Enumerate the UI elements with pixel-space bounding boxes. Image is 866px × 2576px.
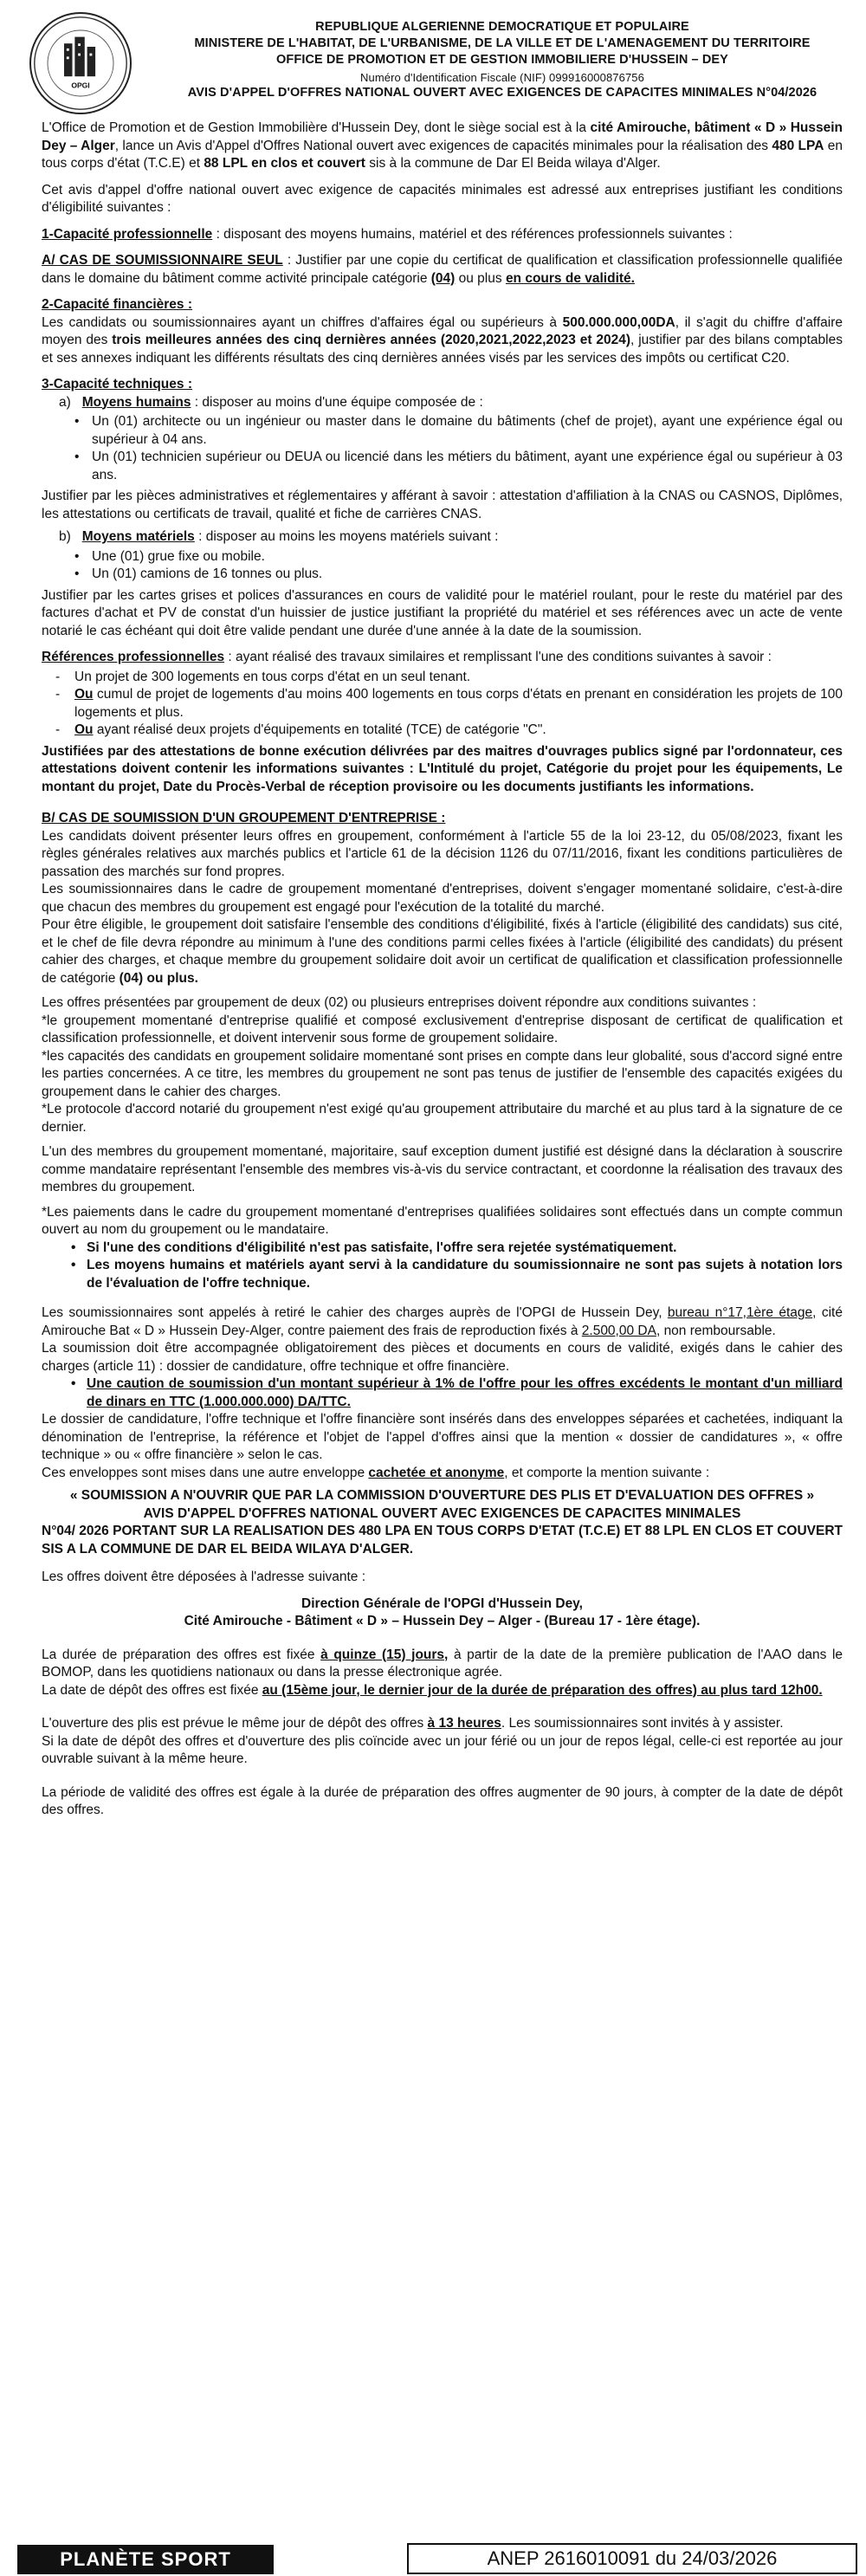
deposit-intro: Les offres doivent être déposées à l'adresse suivante : [42,1570,366,1584]
footer [0,2541,866,2576]
group-paragraph: Pour être éligible, le groupement doit satisfaire l'ensemble des conditions d'éligibilité, fixés à l'article (éligibilité des candidats) sus cité, et le chef de file devra répondre au minimum à l'une des conditions parmi celles fixées à l'article (éligibilité des candidats) du présent cahier des charges, et chaque membre du groupement solidaire doit avoir un certificat de qualification et classification professionnelle de catégorie (04) ou plus. [42,917,843,986]
notice-title: AVIS D'APPEL D'OFFRES NATIONAL OUVERT AVEC EXIGENCES DE CAPACITES MINIMALES N°04/2026 [187,86,818,100]
mention-line: N°04/ 2026 PORTANT SUR LA REALISATION DES 480 LPA EN TOUS CORPS D'ETAT (T.C.E) ET 88 LPL EN CLOS ET COUVERT SIS A LA COMMUNE DE DAR EL BEIDA WILAYA D'ALGER. [42,1524,843,1557]
group-paragraph: L'un des membres du groupement momentané, majoritaire, sauf exception dument justifié est désigné dans la déclaration à souscrire comme mandataire représentant l'ensemble des membres vis-à-vis du service contractant, et coordonne la réalisation des travaux des membres du groupement. [42,1144,843,1194]
header-office: OFFICE DE PROMOTION ET DE GESTION IMMOBILIERE D'HUSSEIN – DEY [276,53,728,67]
justify-human: Justifier par les pièces administratives et réglementaires y afférant à savoir : attestation d'affiliation à la CNAS ou CASNOS, Diplômes, les attestations ou certificats de travail, qualité et fiche de carrières CNAS. [42,489,843,521]
list-item: • Un (01) architecte ou un ingénieur ou master dans le domaine du bâtiments (chef de projet), ayant une expérience égal ou supérieur à 04 ans. [74,413,843,449]
material-list [42,548,843,584]
list-item: • Les moyens humains et matériels ayant servi à la candidature du soumissionnaire ne sont pas sujets à notation lors de l'évaluation de l'offre technique. [42,1257,843,1292]
section-financial-capacity: 2-Capacité financières : Les candidats ou soumissionnaires ayant un chiffres d'affaires égal ou supérieurs à 500.000.000,00DA, il s'agit du chiffre d'affaire moyen des trois meilleures années des cinq dernières années (2020,2021,2022,2023 et 2024), justifier par des bilans comptables et ses annexes indiquant les différents résultats des cinq dernières années visés par les services des impôts ou certificat C20. [42,297,843,366]
references-justification: Justifiées par des attestations de bonne exécution délivrées par des maitres d'ouvrages publics signé par l'ordonnateur, ces attestations doivent contenir les informations suivantes : L'Intitulé du projet, Catégorie du projet pour les équipements, Le montant du projet, Date du Procès-Verbal de réception provisoire ou les documents justifiants les informations. [42,743,843,794]
group-paragraph: Les offres présentées par groupement de deux (02) ou plusieurs entreprises doivent répondre aux conditions suivantes : [42,995,757,1010]
intro-eligibility: Cet avis d'appel d'offre national ouvert avec exigence de capacités minimales est adressé aux entreprises justifiant les conditions d'éligibilité suivantes : [42,182,843,215]
list-item: - Ou ayant réalisé deux projets d'équipements en totalité (TCE) de catégorie "C". [55,722,843,740]
opening-paragraph: L'ouverture des plis est prévue le même jour de dépôt des offres à 13 heures. Les soumissionnaires sont invités à y assister. [42,1716,784,1731]
mention-line: « SOUMISSION A N'OUVRIR QUE PAR LA COMMISSION D'OUVERTURE DES PLIS ET D'EVALUATION DES OFFRES » [69,1488,815,1503]
group-paragraph: Les soumissionnaires dans le cadre de groupement momentané d'entreprises, doivent s'engager momentané solidaire, c'est-à-dire que chacun des membres du groupement est engagé pour l'exécution de la totalité du marché. [42,882,843,915]
list-item: • Un (01) technicien supérieur ou DEUA ou licencié dans les métiers du bâtiment, ayant une expérience égal ou supérieur à 03 ans. [74,449,843,484]
header-nif: Numéro d'Identification Fiscale (NIF) 099916000876756 [360,71,644,84]
mention-line: AVIS D'APPEL D'OFFRES NATIONAL OUVERT AVEC EXIGENCES DE CAPACITES MINIMALES [143,1505,741,1521]
intro-paragraph: L'Office de Promotion et de Gestion Immobilière d'Hussein Dey, dont le siège social est à la cité Amirouche, bâtiment « D » Hussein Dey – Alger, lance un Avis d'Appel d'Offres National ouvert avec exigences de capacités minimales pour la réalisation des 480 LPA en tous corps d'état (T.C.E) et 88 LPL en clos et couvert sis à la commune de Dar El Beida wilaya d'Alger. [42,120,843,171]
list-item: • Si l'une des conditions d'éligibilité n'est pas satisfaite, l'offre sera rejetée systématiquement. [42,1239,843,1258]
list-item: • Un (01) camions de 16 tonnes ou plus. [74,566,843,584]
bid-bond-item: • Une caution de soumission d'un montant supérieur à 1% de l'offre pour les offres excédents le montant d'un milliard de dinars en TTC (1.000.000.000) DA/TTC. [42,1375,843,1411]
group-paragraph: *le groupement momentané d'entreprise qualifié et composé exclusivement d'entreprise disposant de certificat de qualification et classification professionnelle, et doivent intervenir sous forme de groupement solidaire. [42,1013,843,1045]
header-ministry: MINISTERE DE L'HABITAT, DE L'URBANISME, DE LA VILLE ET DE L'AMENAGEMENT DU TERRITOIRE [194,36,811,50]
anep-reference: ANEP 2616010091 du 24/03/2026 [407,2543,857,2574]
notice-body [42,120,843,1820]
human-resources-list [42,413,843,484]
section-withdrawal [42,1304,843,1482]
list-item: - Ou cumul de projet de logements d'au moins 400 logements en tous corps d'états en prenant en considération les projets de 100 logements et plus. [55,686,843,722]
section-professional-capacity: 1-Capacité professionnelle : disposant des moyens humains, matériel et des références professionnels suivantes : [42,226,733,242]
group-paragraph: Les candidats doivent présenter leurs offres en groupement, conformément à l'article 55 de la loi 23-12, du 05/08/2023, fixant les règles générales relatives aux marchés publics et l'article 61 de la décision 1126 du 07/11/2016, fixant les conditions particulières de passation des marchés sur fond propres. [42,828,843,879]
group-paragraph: *les capacités des candidats en groupement solidaire momentané sont prises en compte dans leur globalité, sous d'accord signé entre les parties concernées. A ce titre, les membres du groupement ne sont pas tenus de justifier de l'ensemble des capacités exigées du groupement dans le cahier des charges. [42,1048,843,1099]
withdrawal-paragraph: Ces enveloppes sont mises dans une autre enveloppe cachetée et anonyme, et comporte la mention suivante : [42,1465,710,1480]
validity-paragraph: La période de validité des offres est égale à la durée de préparation des offres augmenter de 90 jours, à compter de la date de dépôt des offres. [42,1784,843,1817]
group-paragraph: *Les paiements dans le cadre du groupement momentané d'entreprises qualifiées solidaires sont effectués dans un compte commun ouvert au nom du groupement ou le mandataire. [42,1204,843,1237]
deadline-paragraph: La durée de préparation des offres est fixée à quinze (15) jours, à partir de la date de la première publication de l'AAO dans le BOMOP, dans les quotidiens nationaux ou dans la presse électronique agrée. [42,1647,843,1680]
list-item: • Une (01) grue fixe ou mobile. [74,548,843,566]
withdrawal-paragraph: Les soumissionnaires sont appelés à retiré le cahier des charges auprès de l'OPGI de Hussein Dey, bureau n°17,1ère étage, cité Amirouche Bat « D » Hussein Dey-Alger, contre paiement des frais de reproduction fixés à 2.500,00 DA, non remboursable. [42,1305,843,1338]
opgi-logo [29,12,132,114]
section-group-submission: B/ CAS DE SOUMISSION D'UN GROUPEMENT D'ENTREPRISE : Les candidats doivent présenter leurs offres en groupement, conformément à l'article 55 de la loi 23-12, du 05/08/2023, fixant les règles générales relatives aux marchés publics et l'article 61 de la décision 1126 du 07/11/2016, fixant les conditions particulières de passation des marchés sur fond propres. Les soumissionnaires dans le cadre de groupement momentané d'entreprises, doivent s'engager momentané solidaire, c'est-à-dire que chacun des membres du groupement est engagé pour l'exécution de la totalité du marché. Pour être éligible, le groupement doit satisfaire l'ensemble des conditions d'éligibilité, fixés à l'article (éligibilité des candidats) sus cité, et le chef de file devra répondre au minimum à l'une des conditions parmi celles fixées à l'article (éligibilité des candidats) du présent cahier des charges, et chaque membre du groupement solidaire doit avoir un certificat de qualification et classification professionnelle de catégorie (04) ou plus. Les offres présentées par groupement de deux (02) ou plusieurs entreprises doivent répondre aux conditions suivantes : *le groupement momentané d'entreprise qualifié et composé exclusivement d'entreprise disposant de certificat de qualification et classification professionnelle, et doivent intervenir sous forme de groupement solidaire. *les capacités des candidats en groupement solidaire momentané sont prises en compte dans leur globalité, sous d'accord signé entre les parties concernées. A ce titre, les membres du groupement ne sont pas tenus de justifier de l'ensemble des capacités exigées du groupement dans le cahier des charges. *Le protocole d'accord notarié du groupement n'est exigé qu'au groupement attributaire du marché et au plus tard à la signature de ce dernier. L'un des membres du groupement momentané, majoritaire, sauf exception dument justifié est désigné dans la déclaration à souscrire comme mandataire représentant l'ensemble des membres vis-à-vis du service contractant, et coordonne la réalisation des travaux des membres du groupement. *Les paiements dans le cadre du groupement momentané d'entreprises qualifiées solidaires sont effectués dans un compte commun ouvert au nom du groupement ou le mandataire. • Si l'une des conditions d'éligibilité n'est pas satisfaite, l'offre sera rejetée systématiquement. • Les moyens humains et matériels ayant servi à la candidature du soumissionnaire ne sont pas sujets à notation lors de l'évaluation de l'offre technique. [42,810,843,1292]
section-technical-capacity: 3-Capacité techniques : a) Moyens humains : disposer au moins d'une équipe composée de : • Un (01) architecte ou un ingénieur ou master dans le domaine du bâtiments (chef de projet), ayant une expérience égal ou supérieur à 04 ans. • Un (01) technicien supérieur ou DEUA ou licencié dans les métiers du bâtiment, ayant une expérience égal ou supérieur à 03 ans. Justifier par les pièces administratives et réglementaires y afférant à savoir : attestation d'affiliation à la CNAS ou CASNOS, Diplômes, les attestations ou certificats de travail, qualité et fiche de carrières CNAS. b) Moyens matériels : disposer au moins les moyens matériels suivant : • Une (01) grue fixe ou mobile. • Un (01) camions de 16 tonnes ou plus. Justifier par les cartes grises et polices d'assurances en cours de validité pour le matériel roulant, pour le reste du matériel par des factures d'achat et PV de constat d'un huissier de justice justifiant la propriété du matériel et ses références avec un acte de vente notarié le cas échéant qui doit être valide pendant une durée d'une année à la date de la soumission. Références professionnelles : ayant réalisé des travaux similaires et remplissant l'une des conditions suivantes à savoir : - Un projet de 300 logements en tous corps d'état en un seul tenant. - Ou cumul de projet de logements d'au moins 400 logements en tous corps d'états en prenant en considération les projets de 100 logements et plus. - Ou ayant réalisé deux projets d'équipements en totalité (TCE) de catégorie "C". Justifiées par des attestations de bonne exécution délivrées par des maitres d'ouvrages publics signé par l'ordonnateur, ces attestations doivent contenir les informations suivantes : L'Intitulé du projet, Catégorie du projet pour les équipements, Le montant du projet, Date du Procès-Verbal de réception provisoire ou les documents justifiants les informations. [42,376,843,796]
list-item: - Un projet de 300 logements en tous corps d'état en un seul tenant. [55,669,843,687]
section-deposit [42,1569,843,1820]
references-list [42,669,843,740]
justify-material: Justifier par les cartes grises et polices d'assurances en cours de validité pour le matériel roulant, pour le reste du matériel par des factures d'achat et PV de constat d'un huissier de justice justifiant la propriété du matériel et ses références avec un acte de vente notarié le cas échéant qui doit être valide pendant une durée d'une année à la date de la soumission. [42,587,843,638]
deadline-paragraph: La date de dépôt des offres est fixée au (15ème jour, le dernier jour de la durée de préparation des offres) au plus tard 12h00. [42,1682,823,1698]
group-paragraph: *Le protocole d'accord notarié du groupement n'est exigé qu'au groupement attributaire du marché et au plus tard à la signature de ce dernier. [42,1102,843,1135]
deposit-address: Direction Générale de l'OPGI d'Hussein Dey, [301,1595,583,1611]
deposit-address: Cité Amirouche - Bâtiment « D » – Hussein Dey – Alger - (Bureau 17 - 1ère étage). [184,1614,701,1628]
envelope-mention [42,1487,843,1558]
withdrawal-paragraph: Le dossier de candidature, l'offre technique et l'offre financière sont insérés dans des enveloppes séparées et cachetées, indiquant la dénomination de l'entreprise, la référence et l'objet de l'appel d'offres ainsi que la mention « dossier de candidatures », « offre technique » ou « offre financière » selon le cas. [42,1412,843,1462]
logo-text: OPGI [71,81,90,90]
newspaper-name: PLANÈTE SPORT [17,2545,274,2574]
header-republic: REPUBLIQUE ALGERIENNE DEMOCRATIQUE ET POPULAIRE [315,20,689,34]
opening-paragraph: Si la date de dépôt des offres et d'ouverture des plis coïncide avec un jour férié ou un jour de repos légal, celle-ci est reportée au jour ouvrable suivant à la même heure. [42,1733,843,1766]
case-single-bidder: A/ CAS DE SOUMISSIONNAIRE SEUL : Justifier par une copie du certificat de qualification et classification professionnelle qualifiée dans le domaine du bâtiment comme activité principale catégorie (04) ou plus en cours de validité. [42,253,843,286]
building-logo-icon [31,13,130,113]
withdrawal-paragraph: La soumission doit être accompagnée obligatoirement des pièces et documents en cours de validité, exigés dans le cahier des charges (article 11) : dossier de candidature, offre technique et offre financière. [42,1341,843,1374]
